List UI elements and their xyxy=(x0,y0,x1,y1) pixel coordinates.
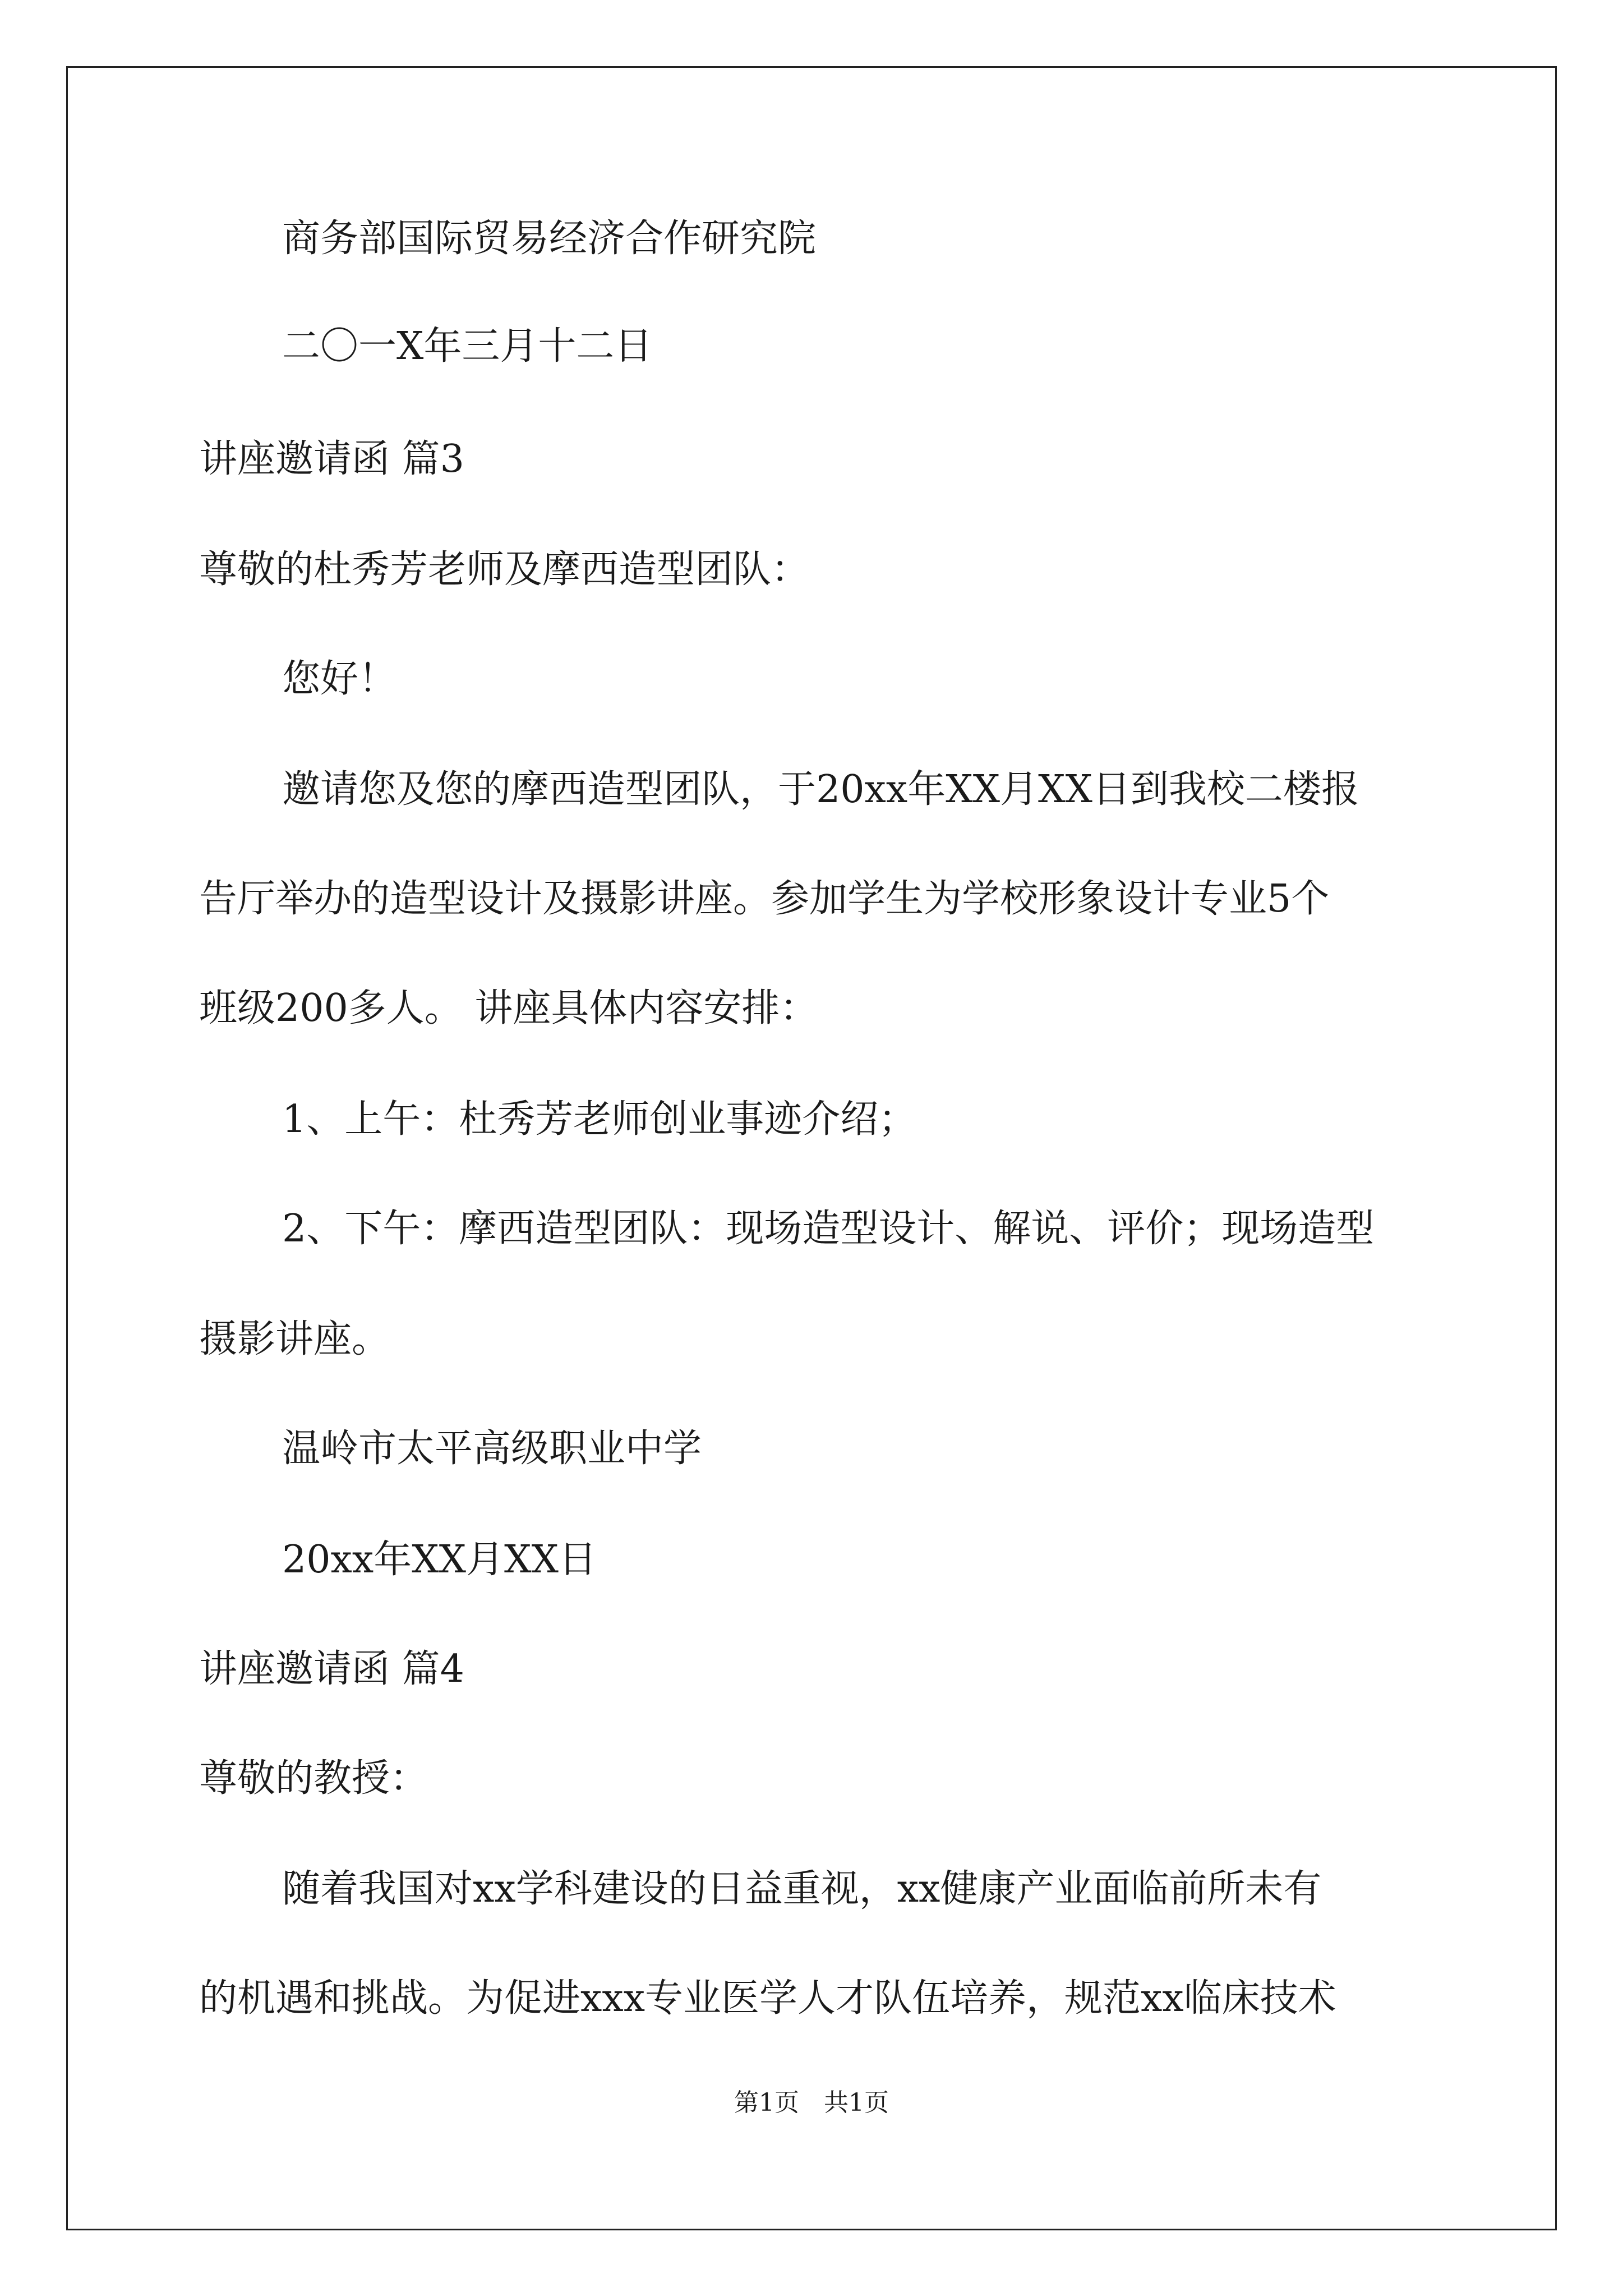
body-line: 随着我国对xx学科建设的日益重视，xx健康产业面临前所未有 xyxy=(282,1867,1322,1911)
signature-organization: 温岭市太平高级职业中学 xyxy=(282,1427,702,1471)
greeting: 您好！ xyxy=(282,657,397,701)
page-footer: 第1页 共1页 xyxy=(734,2088,889,2117)
sender-organization: 商务部国际贸易经济合作研究院 xyxy=(282,217,817,261)
agenda-item-2-cont: 摄影讲座。 xyxy=(199,1317,390,1361)
signature-date: 20xx年XX月XX日 xyxy=(282,1538,597,1582)
salutation: 尊敬的杜秀芳老师及摩西造型团队： xyxy=(199,547,810,592)
body-line: 邀请您及您的摩西造型团队，于20xx年XX月XX日到我校二楼报 xyxy=(282,767,1359,812)
body-line: 告厅举办的造型设计及摄影讲座。参加学生为学校形象设计专业5个 xyxy=(199,877,1330,921)
agenda-item-2: 2、下午：摩西造型团队：现场造型设计、解说、评价；现场造型 xyxy=(282,1207,1375,1251)
section-heading-4: 讲座邀请函 篇4 xyxy=(199,1647,464,1691)
body-line: 班级200多人。 讲座具体内容安排： xyxy=(199,986,818,1030)
agenda-item-1: 1、上午：杜秀芳老师创业事迹介绍； xyxy=(282,1097,917,1142)
section-heading-3: 讲座邀请函 篇3 xyxy=(199,437,464,481)
body-line: 的机遇和挑战。为促进xxx专业医学人才队伍培养，规范xx临床技术 xyxy=(199,1976,1336,2021)
salutation: 尊敬的教授： xyxy=(199,1756,428,1801)
sender-date: 二〇一X年三月十二日 xyxy=(282,324,653,369)
